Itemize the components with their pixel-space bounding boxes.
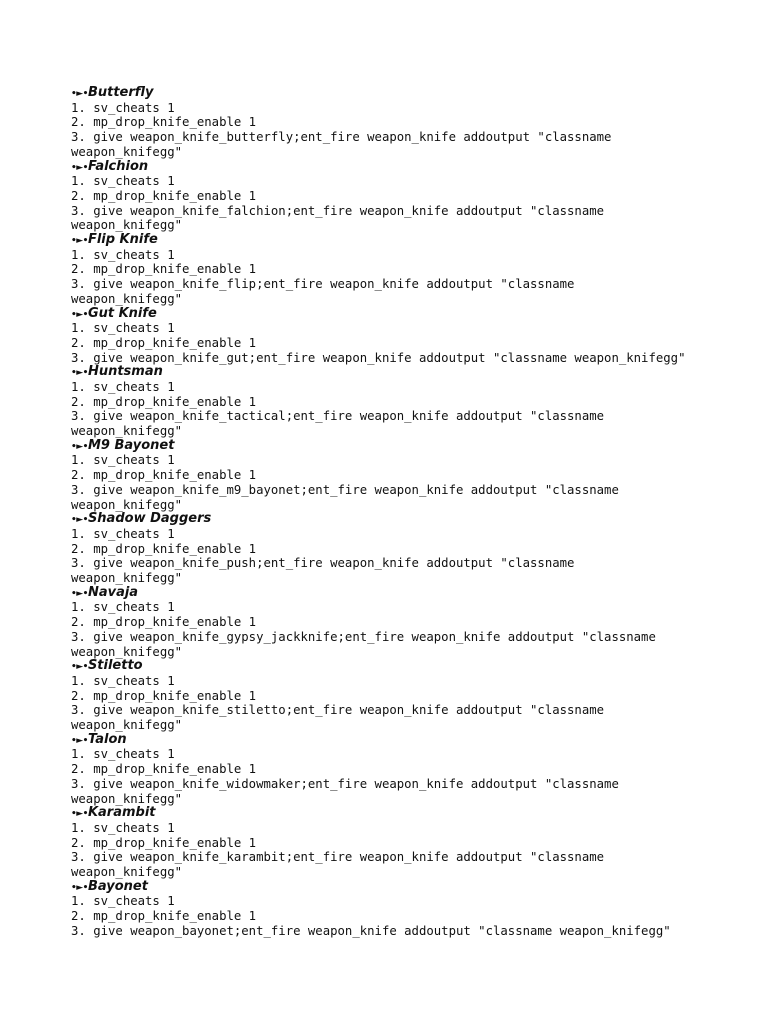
- bullet-marker: •►•: [71, 735, 88, 746]
- knife-entry-11: [71, 880, 751, 939]
- knife-entry-3: [71, 307, 751, 366]
- knife-heading: [71, 880, 751, 895]
- knife-heading: [71, 733, 751, 748]
- command-step: 3. give weapon_bayonet;ent_fire weapon_knife addoutput "classname weapon_knifegg": [71, 923, 671, 938]
- knife-heading: [71, 439, 751, 454]
- knife-heading: [71, 160, 751, 175]
- command-step: 2. mp_drop_knife_enable 1: [71, 615, 257, 630]
- command-step: 1. sv_cheats 1: [71, 600, 175, 615]
- knife-entry-4: [71, 365, 751, 439]
- command-step: 2. mp_drop_knife_enable 1: [71, 688, 257, 703]
- command-step: 3. give weapon_knife_tactical;ent_fire weapon_knife addoutput "classname weapon_knifegg": [71, 409, 605, 439]
- bullet-marker: •►•: [71, 89, 88, 99]
- command-step: 1. sv_cheats 1: [71, 820, 175, 835]
- knife-entry-7: [71, 586, 751, 660]
- command-step: 2. mp_drop_knife_enable 1: [71, 909, 257, 924]
- command-step: 1. sv_cheats 1: [71, 453, 175, 468]
- command-step: 3. give weapon_knife_m9_bayonet;ent_fire weapon_knife addoutput "classname weapon_knifegg": [71, 482, 619, 512]
- knife-heading: [71, 307, 751, 322]
- document-body: [71, 86, 751, 939]
- command-step: 1. sv_cheats 1: [71, 379, 175, 394]
- knife-entry-2: [71, 233, 751, 307]
- knife-heading: [71, 86, 751, 101]
- bullet-marker: •►•: [71, 662, 88, 673]
- knife-heading: [71, 806, 751, 821]
- command-step: 1. sv_cheats 1: [71, 321, 175, 336]
- knife-entry-1: [71, 160, 751, 234]
- command-step: 3. give weapon_knife_butterfly;ent_fire weapon_knife addoutput "classname weapon_knifegg": [71, 130, 612, 159]
- command-step: 2. mp_drop_knife_enable 1: [71, 835, 257, 850]
- command-step: 2. mp_drop_knife_enable 1: [71, 541, 257, 556]
- bullet-marker: •►•: [71, 588, 88, 599]
- bullet-marker: •►•: [71, 162, 88, 173]
- bullet-marker: •►•: [71, 515, 88, 526]
- knife-name: Flip Knife: [87, 232, 158, 247]
- bullet-marker: •►•: [71, 309, 88, 320]
- command-step: 2. mp_drop_knife_enable 1: [71, 262, 257, 277]
- knife-entry-0: [71, 86, 751, 160]
- command-step: 3. give weapon_knife_flip;ent_fire weapon_knife addoutput "classname weapon_knifegg": [71, 277, 575, 306]
- knife-entry-10: [71, 806, 751, 880]
- command-step: 1. sv_cheats 1: [71, 174, 175, 189]
- knife-name: Karambit: [87, 805, 156, 821]
- knife-name: Huntsman: [87, 364, 163, 380]
- command-step: 2. mp_drop_knife_enable 1: [71, 335, 257, 350]
- knife-heading: [71, 365, 751, 380]
- command-step: 3. give weapon_knife_push;ent_fire weapon_knife addoutput "classname weapon_knifegg": [71, 556, 575, 586]
- command-step: 3. give weapon_knife_falchion;ent_fire weapon_knife addoutput "classname weapon_knifegg": [71, 203, 605, 233]
- knife-heading: [71, 233, 751, 248]
- knife-name: Stiletto: [87, 658, 143, 674]
- command-step: 1. sv_cheats 1: [71, 247, 175, 262]
- knife-name: Gut Knife: [87, 305, 157, 321]
- knife-name: Butterfly: [87, 85, 154, 100]
- bullet-marker: •►•: [71, 441, 88, 452]
- knife-entry-5: [71, 439, 751, 513]
- command-step: 1. sv_cheats 1: [71, 894, 175, 909]
- knife-entry-6: [71, 512, 751, 586]
- knife-name: Falchion: [87, 158, 149, 174]
- command-step: 2. mp_drop_knife_enable 1: [71, 115, 257, 130]
- command-step: 1. sv_cheats 1: [71, 673, 175, 688]
- bullet-marker: •►•: [71, 368, 88, 379]
- command-step: 2. mp_drop_knife_enable 1: [71, 394, 257, 409]
- knife-entry-8: [71, 659, 751, 733]
- knife-entry-9: [71, 733, 751, 807]
- command-step: 3. give weapon_knife_widowmaker;ent_fire weapon_knife addoutput "classname weapon_knifegg": [71, 776, 619, 806]
- knife-heading: [71, 659, 751, 674]
- command-step: 1. sv_cheats 1: [71, 526, 175, 541]
- knife-name: Navaja: [87, 584, 139, 600]
- knife-name: Bayonet: [87, 878, 148, 894]
- command-step: 3. give weapon_knife_gut;ent_fire weapon_knife addoutput "classname weapon_knifegg": [71, 350, 686, 365]
- knife-name: Talon: [87, 731, 127, 747]
- knife-heading: [71, 512, 751, 527]
- bullet-marker: •►•: [71, 882, 88, 893]
- bullet-marker: •►•: [71, 236, 88, 246]
- knife-name: M9 Bayonet: [87, 437, 175, 453]
- knife-name: Shadow Daggers: [87, 511, 212, 527]
- command-step: 2. mp_drop_knife_enable 1: [71, 188, 257, 203]
- command-step: 3. give weapon_knife_gypsy_jackknife;ent_fire weapon_knife addoutput "classname weapon_knifegg": [71, 629, 656, 659]
- command-step: 3. give weapon_knife_karambit;ent_fire weapon_knife addoutput "classname weapon_knifegg": [71, 850, 605, 880]
- knife-heading: [71, 586, 751, 601]
- command-step: 2. mp_drop_knife_enable 1: [71, 762, 257, 777]
- command-step: 3. give weapon_knife_stiletto;ent_fire weapon_knife addoutput "classname weapon_knifegg": [71, 703, 605, 733]
- command-step: 1. sv_cheats 1: [71, 747, 175, 762]
- bullet-marker: •►•: [71, 809, 88, 820]
- command-step: 1. sv_cheats 1: [71, 100, 175, 115]
- command-step: 2. mp_drop_knife_enable 1: [71, 468, 257, 483]
